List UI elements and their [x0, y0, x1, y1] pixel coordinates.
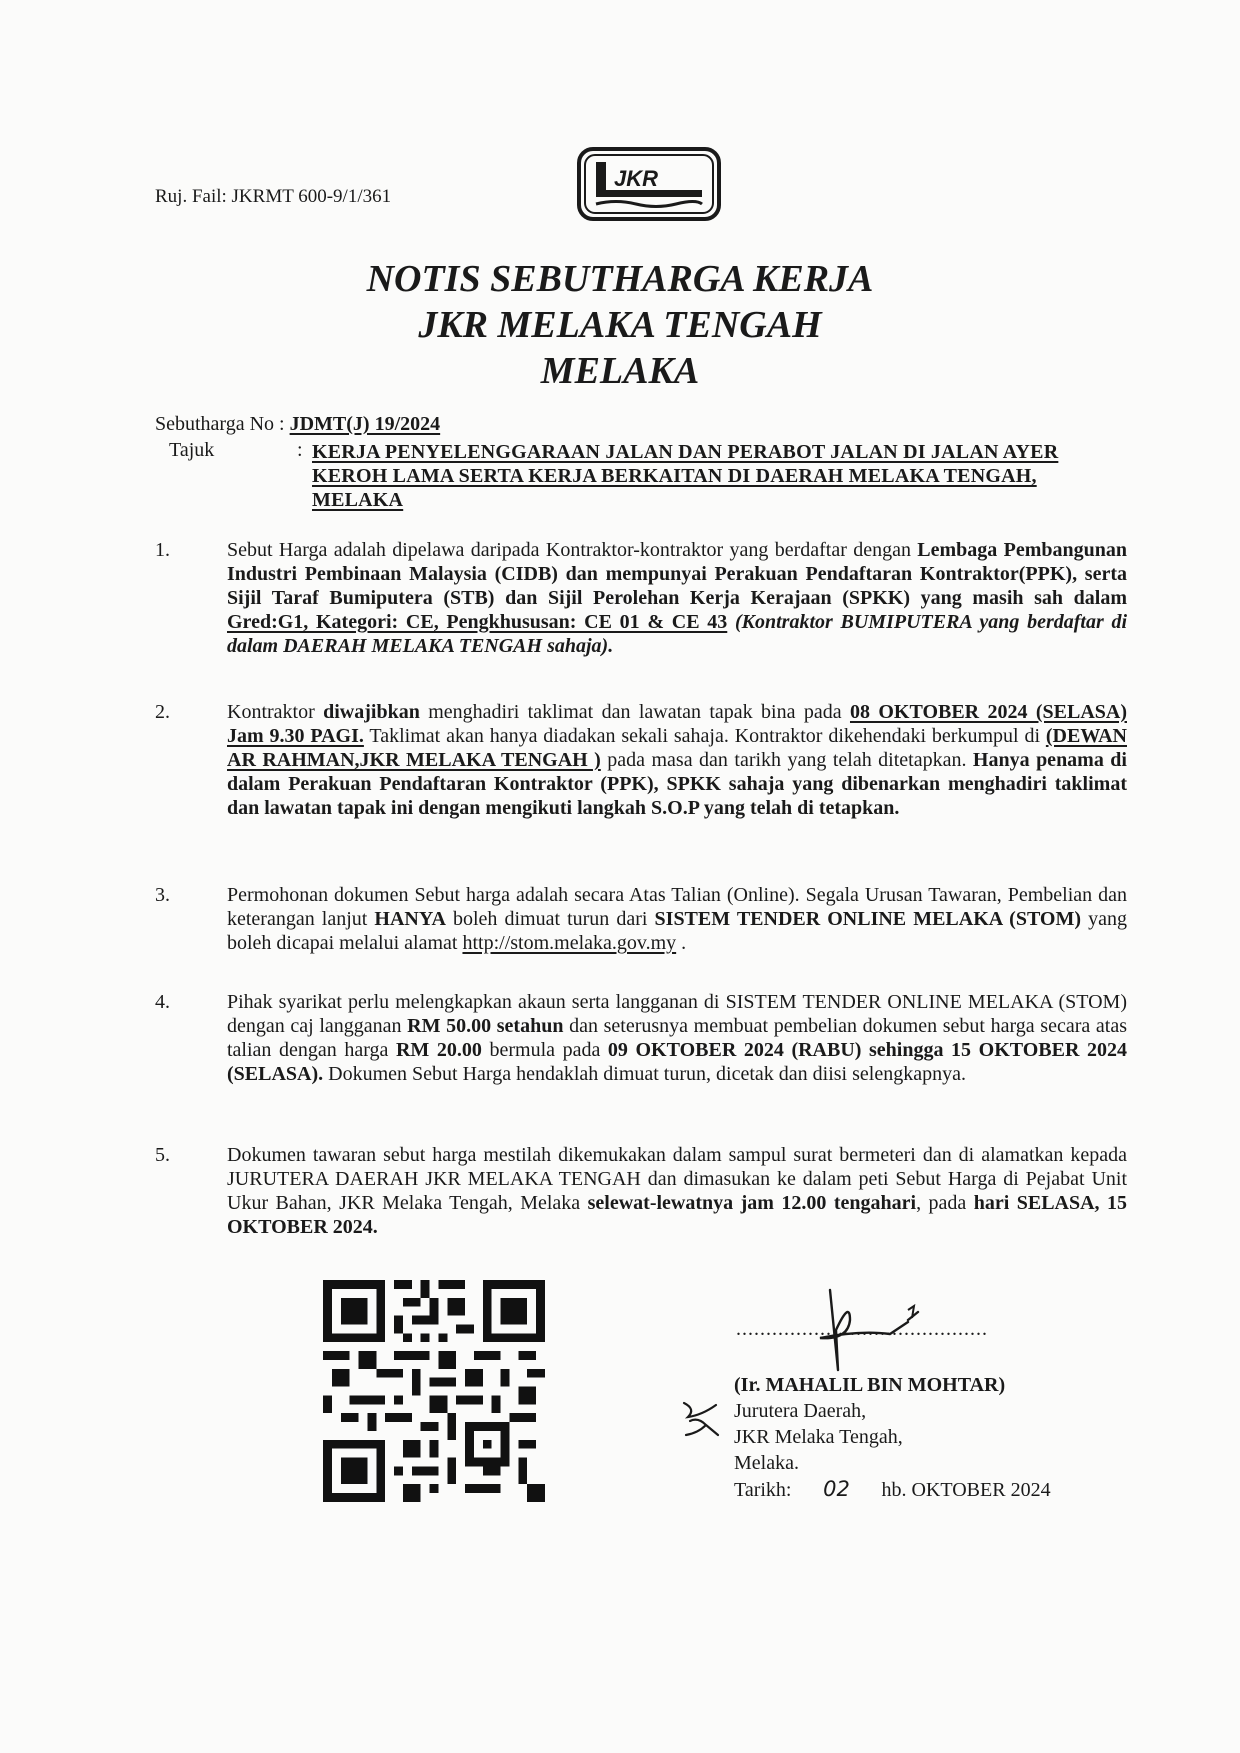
file-reference: Ruj. Fail: JKRMT 600-9/1/361 — [155, 186, 392, 207]
clause-5-text-a: Dokumen tawaran sebut harga mestilah dikemukakan dalam sampul surat bermeteri dan di alamatkan kepada JURUTERA DAERAH JKR MELAKA TENGAH dan dimasukan ke dalam peti Sebut Harga di Pejabat Unit Ukur Bahan, JKR Melaka Tengah, Melaka — [227, 1144, 1127, 1214]
clause-1-text-a: Sebut Harga adalah dipelawa daripada Kontraktor-kontraktor yang berdaftar dengan — [227, 539, 918, 561]
clause-2-text-b: menghadiri taklimat dan lawatan tapak bina pada — [419, 701, 850, 723]
clause-text — [227, 883, 1127, 955]
clause-text — [227, 700, 1127, 820]
notice-title — [0, 256, 1240, 394]
date-month-year: hb. OKTOBER 2024 — [881, 1479, 1051, 1501]
qr-code — [323, 1280, 545, 1502]
clause-2-bold-b: Hanya penama di dalam Perakuan Pendaftaran Kontraktor (PPK), SPKK sahaja yang dibenarkan menghadiri taklimat dan lawatan tapak ini dengan mengikuti langkah S.O.P yang telah di tetapkan. — [227, 749, 1127, 819]
clause-4-text-c: bermula pada — [481, 1039, 608, 1061]
clause-4-text-b: dan seterusnya membuat pembelian dokumen sebut harga secara atas talian dengan harga — [227, 1015, 1127, 1061]
clause-2-text-d: pada masa dan tarikh yang telah ditetapkan. — [600, 749, 973, 771]
clause-number: 1. — [155, 539, 170, 561]
clause-2-text-a: Kontraktor — [227, 701, 324, 723]
jkr-logo-text: JKR — [614, 166, 659, 191]
clause-2-text-c: Taklimat akan hanya diadakan sekali sahaja. Kontraktor dikehendaki berkumpul di — [363, 725, 1046, 747]
tajuk-separator: : — [297, 439, 303, 461]
clause-4-text-a: Pihak syarikat perlu melengkapkan akaun serta langganan di SISTEM TENDER ONLINE MELAKA (STOM) dengan caj langganan — [227, 991, 1127, 1037]
title-line-1: NOTIS SEBUTHARGA KERJA — [366, 258, 874, 300]
date-day: 02 — [823, 1477, 850, 1501]
signature-line: .......................................... — [736, 1318, 988, 1340]
date-label: Tarikh: — [734, 1479, 792, 1501]
stom-link[interactable]: http://stom.melaka.gov.my — [462, 932, 677, 954]
clause-text — [227, 538, 1127, 658]
clause-2-briefing-date: 08 OKTOBER 2024 (SELASA) Jam 9.30 PAGI. — [227, 701, 1127, 747]
clause-3-text-d: . — [676, 932, 687, 954]
clause-text — [227, 1143, 1127, 1239]
sebutharga-number: JDMT(J) 19/2024 — [289, 413, 441, 435]
clause-number: 2. — [155, 701, 170, 723]
sebutharga-row — [155, 412, 440, 437]
clause-number: 4. — [155, 991, 170, 1013]
clause-3-bold-a: HANYA — [374, 908, 446, 930]
clause-2-venue: (DEWAN AR RAHMAN,JKR MELAKA TENGAH ) — [227, 725, 1127, 771]
signatory-block — [734, 1372, 1051, 1503]
clause-1-grade: Gred:G1, Kategori: CE, Pengkhususan: CE 01 & CE 43 — [227, 611, 728, 633]
title-line-2: JKR MELAKA TENGAH — [418, 304, 822, 346]
date-line — [734, 1476, 1051, 1503]
initial-mark — [676, 1395, 726, 1441]
sebutharga-label: Sebutharga No : — [155, 413, 285, 435]
clause-5-bold-a: selewat-lewatnya jam 12.00 tengahari — [587, 1192, 917, 1214]
tajuk-text: KERJA PENYELENGGARAAN JALAN DAN PERABOT JALAN DI JALAN AYER KEROH LAMA SERTA KERJA BERKAITAN DI DAERAH MELAKA TENGAH, MELAKA — [312, 441, 1059, 511]
clause-5-bold-b: hari SELASA, 15 OKTOBER 2024. — [227, 1192, 1128, 1238]
title-line-3: MELAKA — [540, 350, 700, 392]
signatory-state: Melaka. — [734, 1452, 799, 1474]
clause-4-bold-a: RM 50.00 setahun — [407, 1015, 564, 1037]
clause-3-text-c: yang boleh dicapai melalui alamat — [227, 908, 1127, 954]
clause-2-bold-a: diwajibkan — [323, 701, 420, 723]
clause-number: 5. — [155, 1144, 170, 1166]
clause-number: 3. — [155, 884, 170, 906]
tajuk-row — [155, 438, 303, 463]
signatory-office: JKR Melaka Tengah, — [734, 1426, 903, 1448]
tajuk-label: Tajuk — [169, 439, 215, 461]
clause-3-bold-b: SISTEM TENDER ONLINE MELAKA (STOM) — [654, 908, 1082, 930]
clause-4-bold-c: 09 OKTOBER 2024 (RABU) sehingga 15 OKTOBER 2024 (SELASA). — [227, 1039, 1127, 1085]
clause-4-bold-b: RM 20.00 — [395, 1039, 482, 1061]
signatory-position: Jurutera Daerah, — [734, 1400, 867, 1422]
signatory-name: (Ir. MAHALIL BIN MOHTAR) — [734, 1374, 1006, 1396]
clause-text — [227, 990, 1127, 1086]
clause-1-note: (Kontraktor BUMIPUTERA yang berdaftar di dalam DAERAH MELAKA TENGAH sahaja). — [227, 611, 1128, 657]
clause-3-text-a: Permohonan dokumen Sebut harga adalah secara Atas Talian (Online). Segala Urusan Tawaran, Pembelian dan keterangan lanjut — [227, 884, 1127, 930]
jkr-logo — [576, 146, 722, 222]
clause-4-text-d: Dokumen Sebut Harga hendaklah dimuat turun, dicetak dan diisi selengkapnya. — [323, 1063, 966, 1085]
clause-1-bold-a: Lembaga Pembangunan Industri Pembinaan Malaysia (CIDB) dan mempunyai Perakuan Pendaftaran Kontraktor(PPK), serta Sijil Taraf Bumiputera (STB) dan Sijil Perolehan Kerja Kerajaan (SPKK) yang masih sah dalam — [227, 539, 1127, 609]
clause-5-text-b: , pada — [916, 1192, 974, 1214]
clause-3-text-b: boleh dimuat turun dari — [445, 908, 655, 930]
